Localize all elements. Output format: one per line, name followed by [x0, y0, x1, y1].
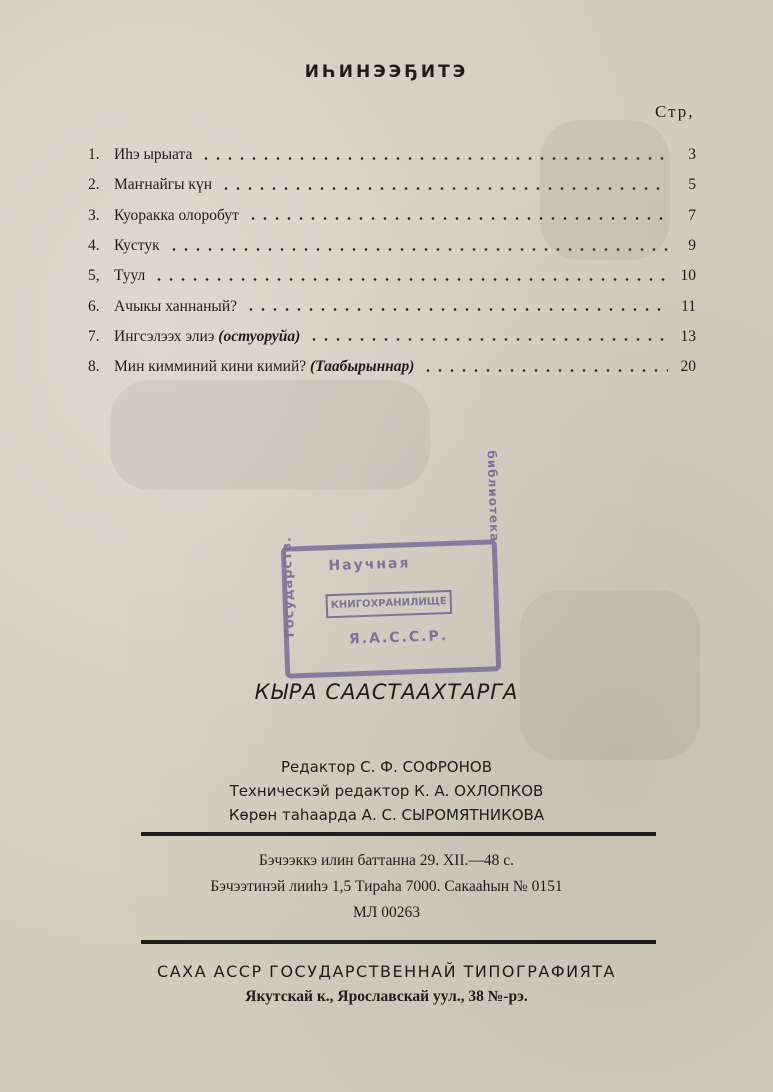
stamp-text-top: Научная [328, 555, 411, 575]
stamp-text-bottom: Я.А.С.С.Р. [348, 628, 449, 648]
toc-label: Куоракка олоробут [114, 206, 239, 224]
toc-number: 6. [88, 297, 100, 315]
table-of-contents [88, 140, 696, 382]
toc-item[interactable] [88, 140, 696, 170]
toc-item[interactable] [88, 352, 696, 382]
toc-label: Туул [114, 267, 146, 285]
leader-dots [245, 308, 668, 311]
toc-number: 5, [88, 267, 100, 285]
leader-dots [200, 157, 668, 160]
contents-title: ИҺИНЭЭҔИТЭ [304, 62, 469, 82]
toc-number: 4. [88, 237, 100, 255]
printer-address: Якутскай к., Ярославскай уул., 38 №-рэ. [245, 988, 528, 1005]
imprint-line: Бэчээккэ илин баттанна 29. XII.—48 с. [258, 852, 515, 869]
toc-item[interactable] [88, 291, 696, 321]
stamp-text-right: библиотека [484, 450, 502, 543]
editor-credit: Редактор С. Ф. СОФРОНОВ [281, 758, 492, 776]
toc-page: 3 [688, 146, 696, 164]
bleed-through-shadow [520, 590, 700, 760]
toc-label: Кустук [114, 237, 160, 255]
toc-item[interactable] [88, 231, 696, 261]
toc-page: 10 [680, 267, 696, 285]
toc-label: Мин кимминий кини кимий? (Таабырыннар) [114, 358, 415, 376]
proofreader-credit: Көрөн таһаарда А. С. СЫРОМЯТНИКОВА [228, 806, 545, 824]
leader-dots [422, 369, 668, 372]
stamp-text-middle: КНИГОХРАНИЛИЩЕ [325, 590, 452, 618]
printer-name: САХА АССР ГОСУДАРСТВЕННАЙ ТИПОГРАФИЯТА [157, 962, 616, 981]
divider-rule [141, 832, 656, 836]
toc-label: Иһэ ырыата [114, 146, 193, 164]
series-heading: КЫРА СААСТААХТАРГА [254, 680, 519, 704]
toc-item[interactable] [88, 170, 696, 200]
toc-page: 13 [680, 327, 696, 345]
toc-label: Ингсэлээх элиэ (остуоруйа) [114, 327, 301, 345]
toc-number: 2. [88, 176, 100, 194]
toc-page: 7 [688, 206, 696, 224]
toc-number: 3. [88, 206, 100, 224]
library-stamp [279, 450, 502, 678]
leader-dots [308, 338, 668, 341]
leader-dots [168, 248, 668, 251]
tech-editor-credit: Техническэй редактор К. А. ОХЛОПКОВ [229, 782, 544, 800]
toc-number: 1. [88, 146, 100, 164]
leader-dots [247, 217, 668, 220]
toc-item[interactable] [88, 261, 696, 291]
toc-page: 20 [680, 358, 696, 376]
toc-item[interactable] [88, 322, 696, 352]
stamp-text-left: Государств. [279, 535, 298, 638]
imprint-line: МЛ 00263 [353, 904, 420, 921]
toc-item[interactable] [88, 201, 696, 231]
leader-dots [153, 278, 668, 281]
toc-label: Маҥнайгы күн [114, 176, 213, 194]
divider-rule [141, 940, 656, 944]
page-column-label: Стр, [655, 102, 695, 121]
toc-page: 11 [681, 297, 696, 315]
bleed-through-shadow [110, 380, 430, 490]
toc-number: 8. [88, 358, 100, 376]
toc-page: 9 [688, 237, 696, 255]
leader-dots [220, 187, 668, 190]
toc-label: Ачыкы ханнаный? [114, 297, 238, 315]
toc-number: 7. [88, 327, 100, 345]
toc-page: 5 [688, 176, 696, 194]
imprint-line: Бэчээтинэй лииһэ 1,5 Тираһа 7000. Сакааһын № 0151 [210, 878, 563, 895]
